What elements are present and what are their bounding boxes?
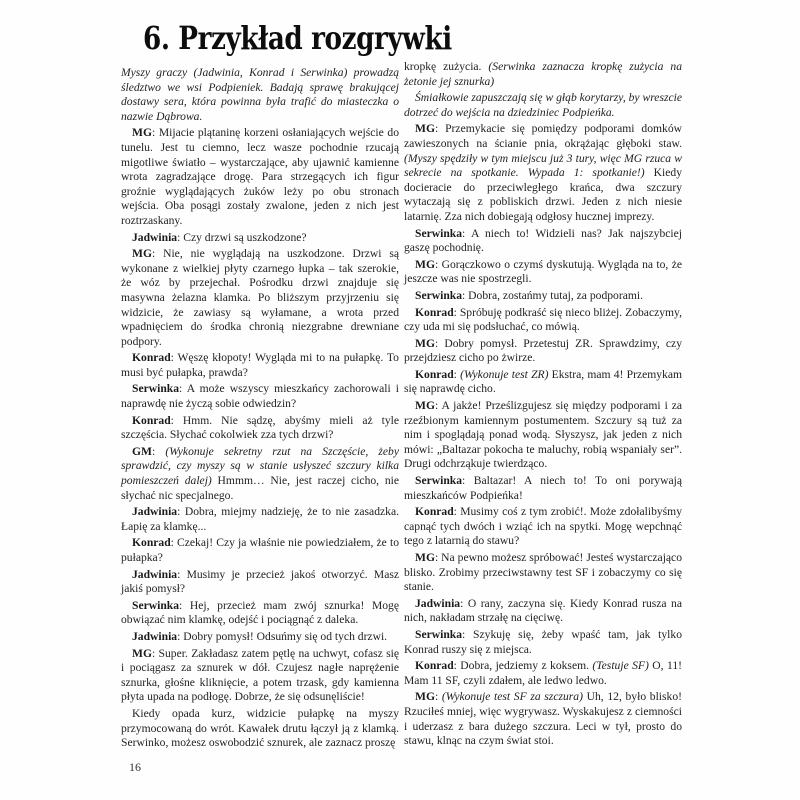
dialogue-paragraph: MG: Nie, nie wyglądają na uszkodzone. Drzwi są wykonane z wielkiej płyty czarnego łupka – tak szerokie, że wóz by przejechał. Pośrodku drzwi znajduje się masywna żelazna klamka. Po bliższym przyjrzeniu się widzicie, że zawiasy są wyłamane, a wrota przed wpadnięciem do środka chronią niezgrabne drewniane podpory.	[121, 247, 399, 348]
body-text: kropkę zużycia.	[404, 60, 489, 73]
body-text: Super. Zakładasz zatem pętlę na uchwyt, cofasz się i pociągasz za sznurek w dół. Czujesz nagłe naprężenie sznurka, głośne kliknięcie, a potem trzask, gdy kamienna płyta upada na podłogę. Dobrze, że się odsunęliście!	[121, 646, 399, 704]
body-text: Dobry pomysł! Odsuńmy się od tych drzwi.	[183, 629, 388, 643]
dialogue-paragraph: GM: (Wykonuje sekretny rzut na Szczęście, żeby sprawdzić, czy myszy są w stanie usłyszeć szczury kilka pomieszczeń dalej) Hmmm… Nie, jest raczej cicho, nie słychać nic specjalnego.	[121, 444, 400, 502]
body-text: Dobra, jedziemy z koksem.	[460, 659, 593, 673]
italic-text: (Wykonuje sekretny rzut na Szczęście, żeby sprawdzić, czy myszy są w stanie usłyszeć szczury kilka pomieszczeń dalej)	[121, 444, 399, 488]
dialogue-paragraph: Serwinka: Szykuję się, żeby wpaść tam, jak tylko Konrad ruszy się z miejsca.	[404, 627, 682, 656]
dialogue-paragraph: Jadwinia: O rany, zaczyna się. Kiedy Konrad rusza na nich, nakładam strzałę na cięciwę.	[404, 596, 682, 625]
speaker-name: Serwinka	[132, 598, 180, 612]
italic-text: (Myszy spędziły w tym miejscu już 3 tury, więc MG rzuca w sekrecie na spotkanie. Wypada 1: spotkanie!)	[404, 151, 682, 180]
dialogue-paragraph: Jadwinia: Musimy je przecież jakoś otworzyć. Masz jakiś pomysł?	[121, 567, 399, 596]
speaker-name: Konrad	[415, 659, 454, 673]
speaker-name: Serwinka	[132, 382, 180, 396]
dialogue-paragraph: Konrad: Węszę kłopoty! Wygląda mi to na pułapkę. To musi być pułapka, prawda?	[121, 351, 399, 379]
text-column-left	[121, 66, 399, 753]
dialogue-paragraph: Konrad: Musimy coś z tym zrobić!. Może zdołalibyśmy capnąć tych dwóch i wziąć ich na spytki. Mogę wepchnąć tego z latarnią do stawu?	[404, 505, 682, 548]
speaker-name: MG	[415, 257, 435, 271]
dialogue-paragraph: MG: Mijacie plątaninę korzeni osłaniających wejście do tunelu. Jest tu ciemno, lecz wasze pochodnie rzucają migotliwe światło – wystarczające, aby ujawnić kamienne wrota zagradzające drogę. Para strzegących ich figur groźnie wyglądających żuków leży po obu stronach wejścia. Oba posągi zostały zwalone, jeden z nich jest roztrzaskany.	[121, 126, 400, 227]
speaker-name: MG	[415, 399, 435, 413]
narration-paragraph	[121, 707, 399, 751]
speaker-name: Konrad	[415, 367, 454, 381]
dialogue-paragraph: Serwinka: A niech to! Widzieli nas? Jak najszybciej gaszę pochodnię.	[404, 226, 682, 255]
speaker-name: MG	[132, 247, 152, 261]
body-text: Przemykacie się pomiędzy podporami domków zawieszonych na ścianie pnia, okrążając głęboki staw.	[404, 122, 683, 150]
dialogue-paragraph: MG: Na pewno możesz spróbować! Jesteś wystarczająco blisko. Zrobimy przeciwstawny test SF i zobaczymy co się stanie.	[404, 551, 682, 594]
body-text: A niech to! Widzieli nas? Jak najszybciej gaszę pochodnię.	[404, 226, 682, 255]
body-text: Musimy coś z tym zrobić!. Może zdołalibyśmy capnąć tych dwóch i wziąć ich na spytki. Mogę wepchnąć tego z latarnią do stawu?	[404, 505, 682, 548]
speaker-name: Konrad	[132, 351, 171, 365]
dialogue-paragraph: MG: Gorączkowo o czymś dyskutują. Wygląda na to, że jeszcze was nie spostrzegli.	[404, 257, 682, 286]
dialogue-paragraph: Konrad: (Wykonuje test ZR) Ekstra, mam 4! Przemykam się naprawdę cicho.	[404, 367, 682, 396]
dialogue-paragraph: Jadwinia: Czy drzwi są uszkodzone?	[132, 230, 307, 244]
dialogue-paragraph: MG: Przemykacie się pomiędzy podporami domków zawieszonych na ścianie pnia, okrążając głęboki staw. (Myszy spędziły w tym miejscu już 3 tury, więc MG rzuca w sekrecie na spotkanie. Wypada 1: spotkanie!) Kiedy docieracie do przeciwległego krańca, dwa szczury wytaczają się z pobliskich drzwi. Jeden z nich niesie latarnię. Zza nich dobiegają odgłosy hucznej imprezy.	[404, 122, 683, 223]
body-text: Dobry pomysł. Przetestuj ZR. Sprawdzimy, czy przejdziesz cicho po żwirze.	[404, 336, 682, 365]
dialogue-paragraph: Konrad: Spróbuję podkraść się nieco bliżej. Zobaczymy, czy uda mi się podsłuchać, co mówią.	[404, 305, 682, 334]
body-text: A może wszyscy mieszkańcy zachorowali i naprawdę nie życzą sobie odwiedzin?	[121, 382, 399, 411]
body-text: Dobra, miejmy nadzieję, że to nie zasadzka. Łapię za klamkę...	[121, 505, 399, 533]
body-text: Szykuję się, żeby wpaść tam, jak tylko Konrad ruszy się z miejsca.	[404, 627, 682, 656]
body-text: Gorączkowo o czymś dyskutują. Wygląda na to, że jeszcze was nie spostrzegli.	[404, 257, 682, 286]
dialogue-paragraph: Serwinka: Hej, przecież mam zwój sznurka! Mogę obwiązać nim klamkę, odejść i pociągnąć z daleka.	[121, 598, 399, 627]
italic-text: (Testuje SF)	[592, 659, 649, 673]
speaker-name: Konrad	[132, 413, 171, 427]
dialogue-paragraph: Jadwinia: Dobra, miejmy nadzieję, że to nie zasadzka. Łapię za klamkę...	[121, 505, 399, 533]
body-text: Czekaj! Czy ja właśnie nie powiedziałem, że to pułapka?	[121, 536, 399, 564]
dialogue-paragraph: Konrad: Czekaj! Czy ja właśnie nie powiedziałem, że to pułapka?	[121, 536, 399, 564]
speaker-name: Jadwinia	[132, 629, 178, 643]
dialogue-paragraph: MG: (Wykonuje test SF za szczura) Uh, 12, było blisko! Rzuciłeś mniej, więc wygrywasz. Wyskakujesz z ciemności i uderzasz z bara dużego szczura. Leci w tył, prosto do stawu, klnąc na czym świat stoi.	[404, 690, 682, 748]
body-text: Hej, przecież mam zwój sznurka! Mogę obwiązać nim klamkę, odejść i pociągnąć z daleka.	[121, 598, 399, 627]
speaker-name: Jadwinia	[415, 596, 461, 610]
speaker-name: Serwinka	[415, 226, 463, 240]
speaker-name: MG	[132, 126, 152, 140]
body-text: O rany, zaczyna się. Kiedy Konrad rusza na nich, nakładam strzałę na cięciwę.	[404, 596, 682, 625]
speaker-name: Jadwinia	[132, 567, 178, 581]
body-text: Uh, 12, było blisko! Rzuciłeś mniej, więc wygrywasz. Wyskakujesz z ciemności i uderzasz z bara dużego szczura. Leci w tył, prosto do stawu, klnąc na czym świat stoi.	[404, 690, 682, 748]
speaker-name: MG	[415, 122, 435, 136]
body-text: Kiedy opada kurz, widzicie pułapkę na myszy przymocowaną do wrót. Kawałek drutu łączył ją z klamką. Serwinko, możesz oswobodzić sznurek, ale zaznacz proszę	[121, 706, 399, 750]
body-text: Ekstra, mam 4! Przemykam się naprawdę cicho.	[404, 367, 682, 396]
body-text: Baltazar! A niech to! To oni porywają mieszkańców Podpieńka!	[404, 474, 682, 502]
dialogue-paragraph: Serwinka: Baltazar! A niech to! To oni porywają mieszkańców Podpieńka!	[404, 474, 682, 502]
dialogue-paragraph: MG: A jakże! Prześlizgujesz się między podporami i za rzeźbionym kamiennym postumentem. Szczury są tuż za nim i spoglądają ponad wodą. Słyszysz, jak jeden z nich mówi: „Baltazar pokocha te maluchy, robią wspaniały ser”. Drugi odchrząkuje twierdząco.	[404, 399, 682, 471]
body-text: Na pewno możesz spróbować! Jesteś wystarczająco blisko. Zrobimy przeciwstawny test SF i zobaczymy co się stanie.	[404, 551, 682, 594]
narration-paragraph	[121, 66, 399, 124]
speaker-name: Konrad	[415, 305, 454, 319]
body-text: Kiedy docieracie do przeciwległego krańca, dwa szczury wytaczają się z pobliskich drzwi. Jeden z nich niesie latarnię. Zza nich dobiegają odgłosy hucznej imprezy.	[404, 166, 683, 223]
italic-text: Śmiałkowie zapuszczają się w głąb korytarzy, by wreszcie dotrzeć do wejścia na dziedziniec Podpieńka.	[404, 91, 682, 119]
dialogue-paragraph: Konrad: Hmm. Nie sądzę, abyśmy mieli aż tyle szczęścia. Słychać cokolwiek zza tych drzwi?	[121, 413, 399, 442]
page-title: 6. Przykład rozgrywki	[143, 19, 452, 57]
dialogue-paragraph: Konrad: Dobra, jedziemy z koksem. (Testuje SF) O, 11! Mam 11 SF, czyli zdałem, ale ledwo ledwo.	[404, 659, 682, 687]
speaker-name: Konrad	[132, 536, 171, 550]
italic-text: (Wykonuje test SF za szczura)	[441, 690, 583, 704]
speaker-name: Jadwinia	[132, 230, 178, 244]
body-text: Spróbuję podkraść się nieco bliżej. Zobaczymy, czy uda mi się podsłuchać, co mówią.	[404, 305, 682, 334]
italic-text: (Serwinka zaznacza kropkę zużycia na żetonie jej sznurka)	[404, 60, 682, 88]
italic-text: Myszy graczy (Jadwinia, Konrad i Serwinka) prowadzą śledztwo we wsi Podpieniek. Badają sprawę brakującej dostawy sera, która powinna była trafić do miasteczka o nazwie Dąbrowa.	[121, 66, 399, 123]
dialogue-paragraph: Serwinka: Dobra, zostańmy tutaj, za podporami.	[415, 288, 643, 302]
italic-text: (Wykonuje test ZR)	[460, 367, 549, 381]
page-number: 16	[129, 760, 141, 774]
dialogue-paragraph: Jadwinia: Dobry pomysł! Odsuńmy się od tych drzwi.	[132, 629, 388, 643]
body-text: Czy drzwi są uszkodzone?	[183, 230, 307, 244]
speaker-name: MG	[415, 551, 435, 564]
speaker-name: Serwinka	[415, 627, 463, 641]
body-text: Dobra, zostańmy tutaj, za podporami.	[468, 288, 643, 302]
speaker-name: Jadwinia	[132, 505, 178, 519]
speaker-name: MG	[132, 646, 152, 660]
speaker-name: MG	[415, 690, 435, 704]
speaker-name: Konrad	[415, 505, 454, 519]
dialogue-paragraph: Serwinka: A może wszyscy mieszkańcy zachorowali i naprawdę nie życzą sobie odwiedzin?	[121, 382, 399, 411]
body-text: Nie, nie wyglądają na uszkodzone. Drzwi są wykonane z wielkiej płyty czarnego łupka – tak szerokie, że wóz by przejechał. Pośrodku drzwi znajduje się masywna żelazna klamka. Po bliższym przyjrzeniu się widzicie, że zawiasy są wyłamane, a wrota przed wpadnięciem do środka chronią niezgrabne drewniane podpory.	[121, 247, 399, 348]
narration-paragraph	[404, 91, 682, 120]
speaker-name: Serwinka	[415, 288, 463, 302]
body-text: Musimy je przecież jakoś otworzyć. Masz jakiś pomysł?	[121, 567, 399, 596]
text-column-right	[404, 60, 682, 751]
dialogue-paragraph: MG: Dobry pomysł. Przetestuj ZR. Sprawdzimy, czy przejdziesz cicho po żwirze.	[404, 336, 682, 365]
body-text: Węszę kłopoty! Wygląda mi to na pułapkę. To musi być pułapka, prawda?	[121, 351, 399, 379]
body-text: O, 11! Mam 11 SF, czyli zdałem, ale ledwo ledwo.	[404, 659, 682, 687]
speaker-name: Serwinka	[415, 474, 463, 488]
body-text: Hmm. Nie sądzę, abyśmy mieli aż tyle szczęścia. Słychać cokolwiek zza tych drzwi?	[121, 413, 399, 442]
speaker-name: MG	[415, 336, 435, 350]
body-text: Mijacie plątaninę korzeni osłaniających wejście do tunelu. Jest tu ciemno, lecz wasze pochodnie rzucają migotliwe światło – wystarczające, aby ujawnić kamienne wrota zagradzające drogę. Para strzegących ich figur groźnie wyglądających żuków leży po obu stronach wejścia. Oba posągi zostały zwalone, jeden z nich jest roztrzaskany.	[121, 126, 400, 227]
speaker-name: GM	[132, 444, 152, 458]
body-text: A jakże! Prześlizgujesz się między podporami i za rzeźbionym kamiennym postumentem. Szczury są tuż za nim i spoglądają ponad wodą. Słyszysz, jak jeden z nich mówi: „Baltazar pokocha te maluchy, robią wspaniały ser”. Drugi odchrząkuje twierdząco.	[404, 399, 682, 471]
narration-paragraph	[404, 60, 682, 89]
dialogue-paragraph: MG: Super. Zakładasz zatem pętlę na uchwyt, cofasz się i pociągasz za sznurek w dół. Czujesz nagłe naprężenie sznurka, głośne kliknięcie, a potem trzask, gdy kamienna płyta upada na podłogę. Dobrze, że się odsunęliście!	[121, 646, 399, 704]
body-text: Hmmm… Nie, jest raczej cicho, nie słychać nic specjalnego.	[121, 474, 400, 502]
